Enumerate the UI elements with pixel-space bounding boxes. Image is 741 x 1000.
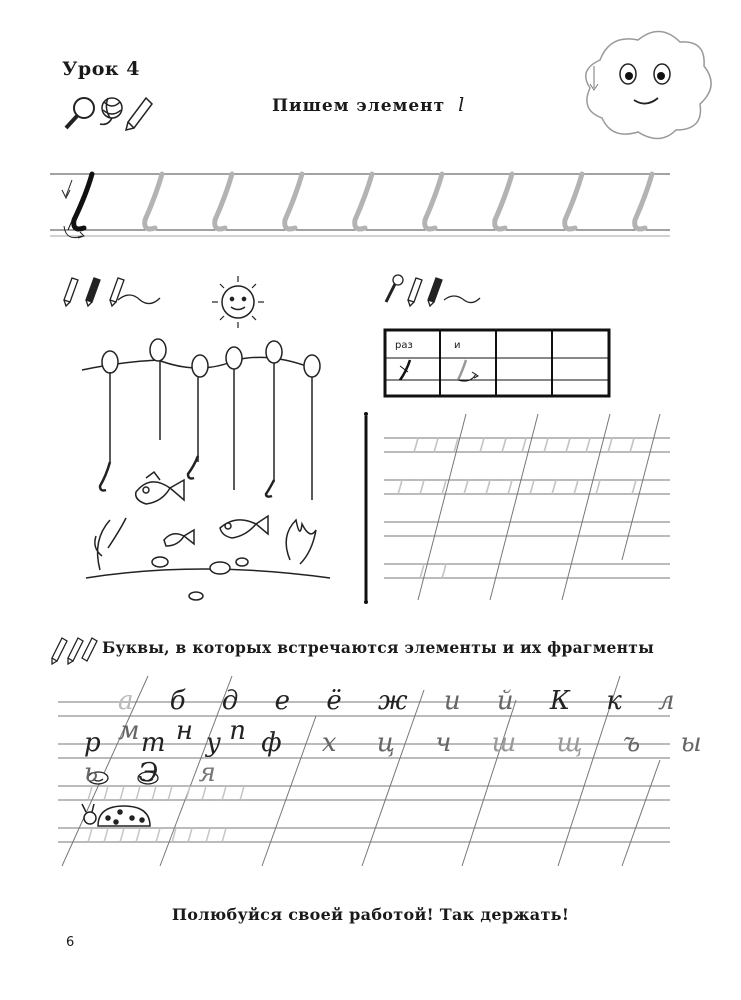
letter: е xyxy=(274,686,305,716)
letter: я xyxy=(198,758,232,788)
letter: ь xyxy=(84,758,115,788)
letter: к xyxy=(606,686,636,716)
letter: н xyxy=(175,716,207,746)
table-label-1: раз xyxy=(395,340,413,351)
letter: л xyxy=(658,686,689,716)
letter: ц xyxy=(376,728,411,758)
letter: ч xyxy=(435,728,468,758)
letter: х xyxy=(321,728,353,758)
cloud-character xyxy=(586,31,711,138)
letter: б xyxy=(169,686,200,716)
sea-scene xyxy=(86,472,330,600)
letter: ш xyxy=(491,728,533,758)
microphone-pencils-icon xyxy=(386,275,480,306)
letter: д xyxy=(221,686,253,716)
letter: а xyxy=(118,686,148,716)
fishing-floats xyxy=(82,339,320,500)
sun-icon xyxy=(212,276,264,328)
letter: п xyxy=(229,716,260,746)
letters-row-2 xyxy=(84,728,741,788)
page-number: 6 xyxy=(66,935,75,950)
letter: щ xyxy=(556,728,599,758)
letters-subtitle: Буквы, в которых встречаются элементы и их фрагменты xyxy=(102,638,655,657)
element-demo-row xyxy=(50,174,670,238)
lesson-title: Урок 4 xyxy=(62,58,140,80)
pencil-icon xyxy=(126,98,152,130)
letter: м xyxy=(118,716,154,746)
letter: и xyxy=(443,686,475,716)
practice-vertical-line xyxy=(364,412,368,604)
letters-pencils-icon xyxy=(52,638,97,664)
letter: К xyxy=(549,686,584,716)
practice-lines-right xyxy=(384,414,670,600)
letter: ё xyxy=(326,686,356,716)
stroke-table xyxy=(385,330,609,396)
magnifier-icon xyxy=(66,98,94,128)
letter: Э xyxy=(138,758,175,788)
footer-praise: Полюбуйся своей работой! Так держать! xyxy=(171,905,570,924)
letter: ж xyxy=(377,686,422,716)
table-label-2: и xyxy=(454,340,461,351)
page-title-text: Пишем элемент xyxy=(272,96,446,116)
letter: ъ xyxy=(622,728,657,758)
pencils-icon xyxy=(64,278,160,306)
element-glyph: l xyxy=(458,94,466,116)
practice-traces-right xyxy=(398,438,636,578)
letter: у xyxy=(205,728,237,758)
letter: т xyxy=(140,728,182,758)
letter: р xyxy=(84,728,117,758)
ladybug-icon xyxy=(82,804,150,826)
letter: й xyxy=(496,686,528,716)
letter: ф xyxy=(261,728,298,758)
yarn-ball-icon xyxy=(100,98,122,124)
letter: ы xyxy=(680,728,718,758)
